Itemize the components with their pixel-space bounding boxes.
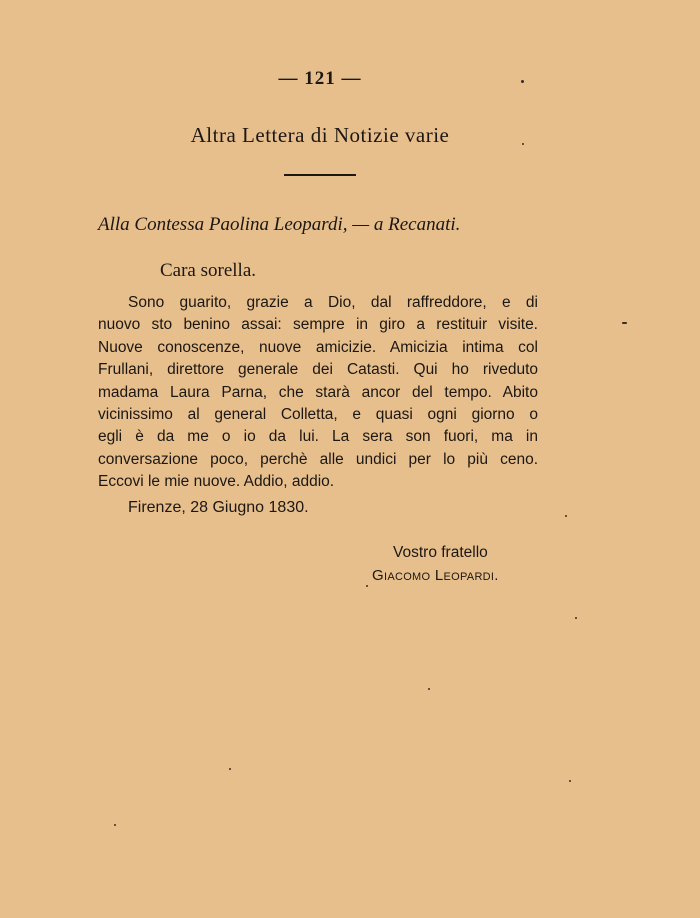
page-number: — 121 — — [278, 68, 362, 89]
body-line: nuovo sto benino assai: sempre in giro a restituir visite. — [98, 316, 538, 334]
paper-speck — [569, 780, 571, 782]
letter-salutation: Cara sorella. — [160, 260, 257, 281]
paper-speck — [521, 80, 524, 83]
paper-speck — [366, 585, 368, 587]
title-divider — [284, 174, 356, 176]
body-line: Frullani, direttore generale dei Catasti. Qui ho riveduto — [98, 361, 538, 379]
paper-speck — [565, 515, 567, 517]
body-line: vicinissimo al general Colletta, e quasi ogni giorno o — [98, 406, 538, 424]
body-line: egli è da me o io da lui. La sera son fuori, ma in — [98, 428, 538, 446]
letter-closing: Vostro fratello — [393, 544, 488, 561]
paper-speck — [522, 143, 524, 145]
body-line: Sono guarito, grazie a Dio, dal raffreddore, e di — [128, 294, 538, 311]
paper-speck — [575, 617, 577, 619]
section-title: Altra Lettera di Notizie varie — [190, 123, 450, 147]
letter-address: Alla Contessa Paolina Leopardi, — a Recanati. — [98, 214, 461, 235]
paper-speck — [114, 824, 116, 826]
body-line: Eccovi le mie nuove. Addio, addio. — [98, 473, 335, 491]
paper-speck — [229, 768, 231, 770]
paper-speck — [428, 688, 430, 690]
paper-speck — [622, 322, 627, 324]
letter-signature: Giacomo Leopardi. — [372, 567, 499, 584]
body-line: conversazione poco, perchè alle undici per lo più ceno. — [98, 450, 538, 468]
letter-body — [98, 292, 538, 494]
body-line: Nuove conoscenze, nuove amicizie. Amicizia intima col — [98, 338, 538, 356]
letter-date: Firenze, 28 Giugno 1830. — [128, 499, 309, 516]
body-line: madama Laura Parna, che starà ancor del tempo. Abito — [98, 383, 538, 401]
